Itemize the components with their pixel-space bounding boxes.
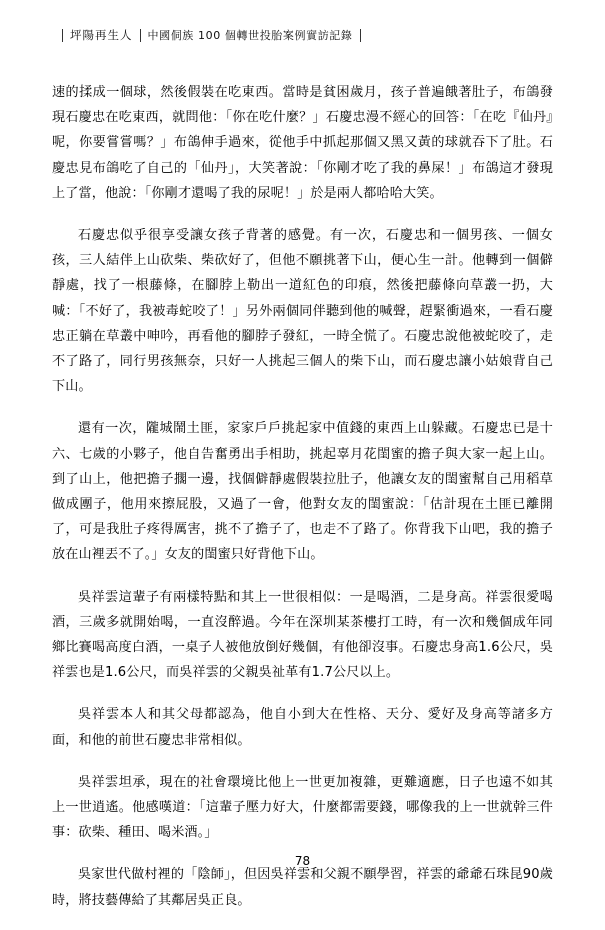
- header-rule-right: [360, 29, 361, 42]
- paragraph: 吳祥雲坦承，現在的社會環境比他上一世更加複雜，更難適應，日子也遠不如其上一世逍遙。他感嘆道：「這輩子壓力好大，什麼都需要錢，哪像我的上一世就幹三件事：砍柴、種田、喝米酒。」: [52, 774, 553, 841]
- page-number: 78: [294, 854, 311, 868]
- paragraph: 吳祥雲這輩子有兩樣特點和其上一世很相似：一是喝酒，二是身高。祥雲很愛喝酒，三歲多就開始喝，一直沒醉過。今年在深圳某茶樓打工時，有一次和幾個成年同鄉比賽喝高度白酒，一桌子人被他放倒好幾個，有他卻沒事。石慶忠身高1.6公尺，吳祥雲也是1.6公尺，而吳祥雲的父親吳祉革有1.7公尺以上。: [52, 589, 553, 681]
- paragraph: 還有一次，隴城鬧土匪，家家戶戶挑起家中值錢的東西上山躲藏。石慶忠已是十六、七歲的小夥子，他自告奮勇出手相助，挑起辜月花閨蜜的擔子與大家一起上山。到了山上，他把擔子擱一邊，找個僻靜處假裝拉肚子，他讓女友的閨蜜幫自己用稻草做成團子，他用來擦屁股，又過了一會，他對女友的閨蜜說：「估計現在土匪已離開了，可是我肚子疼得厲害，挑不了擔子了，也走不了路了。你背我下山吧，我的擔子放在山裡丟不了。」女友的閨蜜只好背他下山。: [52, 421, 553, 563]
- header-title: 坪陽再生人: [70, 28, 133, 42]
- header-rule-middle: [140, 29, 141, 42]
- paragraph: 石慶忠似乎很享受讓女孩子背著的感覺。有一次，石慶忠和一個男孩、一個女孩，三人結伴上山砍柴、柴砍好了，但他不願挑著下山，便心生一計。他轉到一個僻靜處，找了一根藤條，在腳脖上勒出一道紅色的印痕，然後把藤條向草叢一扔，大喊：「不好了，我被毒蛇咬了！」另外兩個同伴聽到他的喊聲，趕緊衝過來，一看石慶忠正躺在草叢中呻吟，再看他的腳脖子發紅，一時全慌了。石慶忠說他被蛇咬了，走不了路了，同行男孩無奈，只好一人挑起三個人的柴下山，而石慶忠讓小姑娘背自己下山。: [52, 228, 553, 395]
- paragraph: 吳祥雲本人和其父母都認為，他自小到大在性格、天分、愛好及身高等諸多方面，和他的前世石慶忠非常相似。: [52, 707, 553, 748]
- page-body: [52, 80, 553, 930]
- header-subtitle: 中國侗族 100 個轉世投胎案例實訪記錄: [147, 29, 353, 42]
- header-rule-left: [62, 29, 63, 42]
- paragraph: 吳家世代做村裡的「陰師」，但因吳祥雲和父親不願學習，祥雲的爺爺石珠昆90歲時，將技藝傳給了其鄰居吳正良。: [52, 867, 553, 908]
- page-header: [62, 22, 543, 48]
- paragraph: 速的揉成一個球，然後假裝在吃東西。當時是貧困歲月，孩子普遍餓著肚子，布鴿發現石慶忠在吃東西，就問他：「你在吃什麼？」石慶忠漫不經心的回答：「在吃『仙丹』呢，你要嘗嘗嗎？」布鴿伸手過來，從他手中抓起那個又黑又黃的球就吞下了肚。石慶忠見布鴿吃了自己的「仙丹」，大笑著說：「你剛才吃了我的鼻屎！」布鴿這才發現上了當，他說：「你剛才還喝了我的尿呢！」於是兩人都哈哈大笑。: [52, 85, 553, 201]
